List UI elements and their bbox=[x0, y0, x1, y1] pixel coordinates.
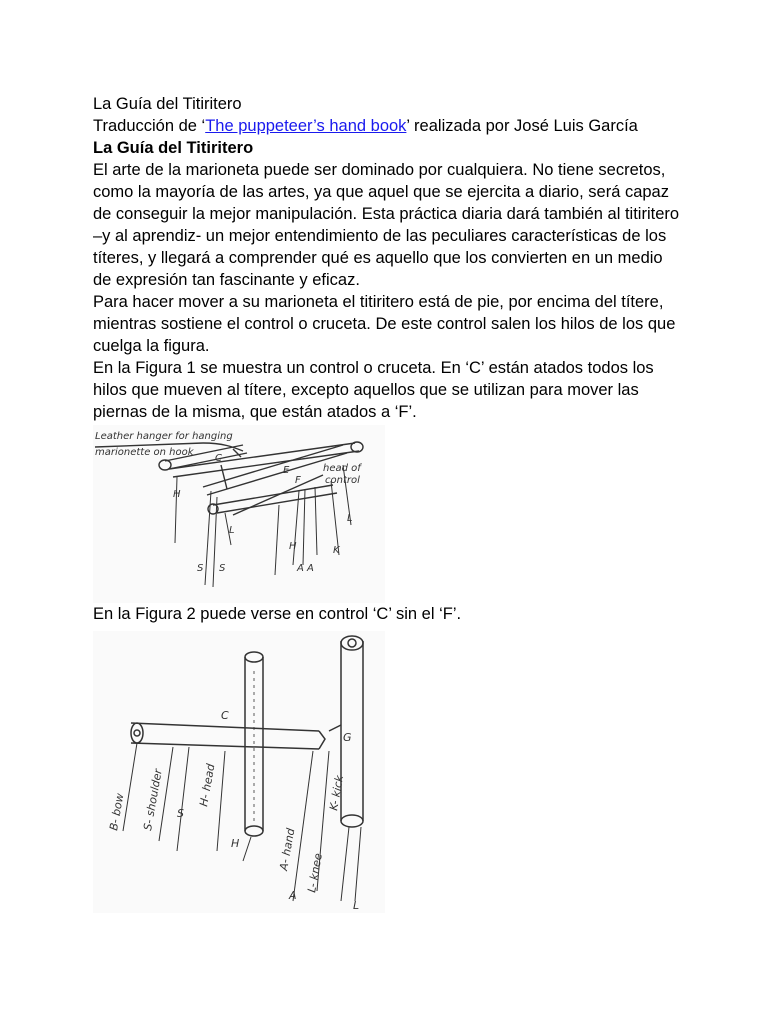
fig2-label-g: G bbox=[343, 731, 352, 744]
fig1-label-s-left: S bbox=[197, 563, 204, 574]
document-body bbox=[93, 93, 683, 913]
fig2-label-a-hand: A- hand bbox=[277, 827, 298, 872]
fig2-label-h-head: H- head bbox=[197, 762, 218, 808]
translation-prefix: Traducción de ‘ bbox=[93, 117, 206, 135]
document-heading: La Guía del Titiritero bbox=[93, 95, 242, 113]
paragraph-figure1: En la Figura 1 se muestra un control o cruceta. En ‘C’ están atados todos los hilos que mueven al títere, excepto aquellos que se utilizan para mover las piernas de la misma, que están atados a ‘F’. bbox=[93, 359, 654, 421]
fig1-label-h-left: H bbox=[173, 489, 181, 500]
fig1-label-k: K bbox=[333, 545, 340, 556]
fig2-label-h: H bbox=[231, 837, 240, 850]
figure-2-svg bbox=[93, 631, 385, 913]
fig1-label-l-right: L bbox=[347, 513, 353, 524]
fig1-label-f: F bbox=[295, 475, 301, 486]
fig2-label-l-knee: L- knee bbox=[305, 852, 325, 894]
section-title: La Guía del Titiritero bbox=[93, 139, 254, 157]
fig1-label-hanger: Leather hanger for hanging bbox=[95, 431, 233, 442]
fig1-label-a-left: A bbox=[297, 563, 304, 574]
fig1-label-head-of: head of bbox=[323, 463, 361, 474]
fig2-label-s-shoulder: S- shoulder bbox=[141, 768, 165, 832]
figure-1-control-drawing bbox=[93, 425, 385, 603]
paragraph-control: Para hacer mover a su marioneta el titiritero está de pie, por encima del títere, mientras sostiene el control o cruceta. De este control salen los hilos de los que cuelga la figura. bbox=[93, 293, 676, 355]
fig2-label-a: A bbox=[289, 889, 297, 902]
fig1-label-control: control bbox=[325, 475, 360, 486]
fig1-label-l-left: L bbox=[229, 525, 235, 536]
fig1-label-h-right: H bbox=[289, 541, 297, 552]
paragraph-figure2: En la Figura 2 puede verse en control ‘C’ sin el ‘F’. bbox=[93, 605, 462, 623]
figure-1-svg bbox=[93, 425, 385, 603]
fig2-label-b-bow: B- bow bbox=[107, 792, 127, 832]
fig1-label-e: E bbox=[283, 465, 290, 476]
figure-2-control-drawing bbox=[93, 631, 385, 913]
fig1-label-s-right: S bbox=[219, 563, 226, 574]
translation-suffix: ’ realizada por José Luis García bbox=[406, 117, 638, 135]
fig2-label-c: C bbox=[221, 709, 229, 722]
fig1-label-hanger-2: marionette on hook bbox=[95, 447, 194, 458]
source-book-link[interactable]: The puppeteer’s hand book bbox=[205, 117, 407, 135]
fig2-label-l: L bbox=[353, 899, 360, 912]
fig2-label-k-kick: K- kick bbox=[327, 774, 347, 812]
translation-credit bbox=[93, 115, 683, 137]
paragraph-intro: El arte de la marioneta puede ser dominado por cualquiera. No tiene secretos, como la mayoría de las artes, ya que aquel que se ejercita a diario, será capaz de conseguir la mejor manipulación. Esta práctica diaria dará también al titiritero –y al aprendiz- un mejor entendimiento de las peculiares características de los títeres, y llegará a comprender qué es aquello que los convierten en un medio de expresión tan fascinante y eficaz. bbox=[93, 161, 680, 289]
fig1-label-c: C bbox=[215, 453, 222, 464]
fig1-label-a-right: A bbox=[307, 563, 314, 574]
fig2-label-s: S bbox=[177, 807, 184, 820]
